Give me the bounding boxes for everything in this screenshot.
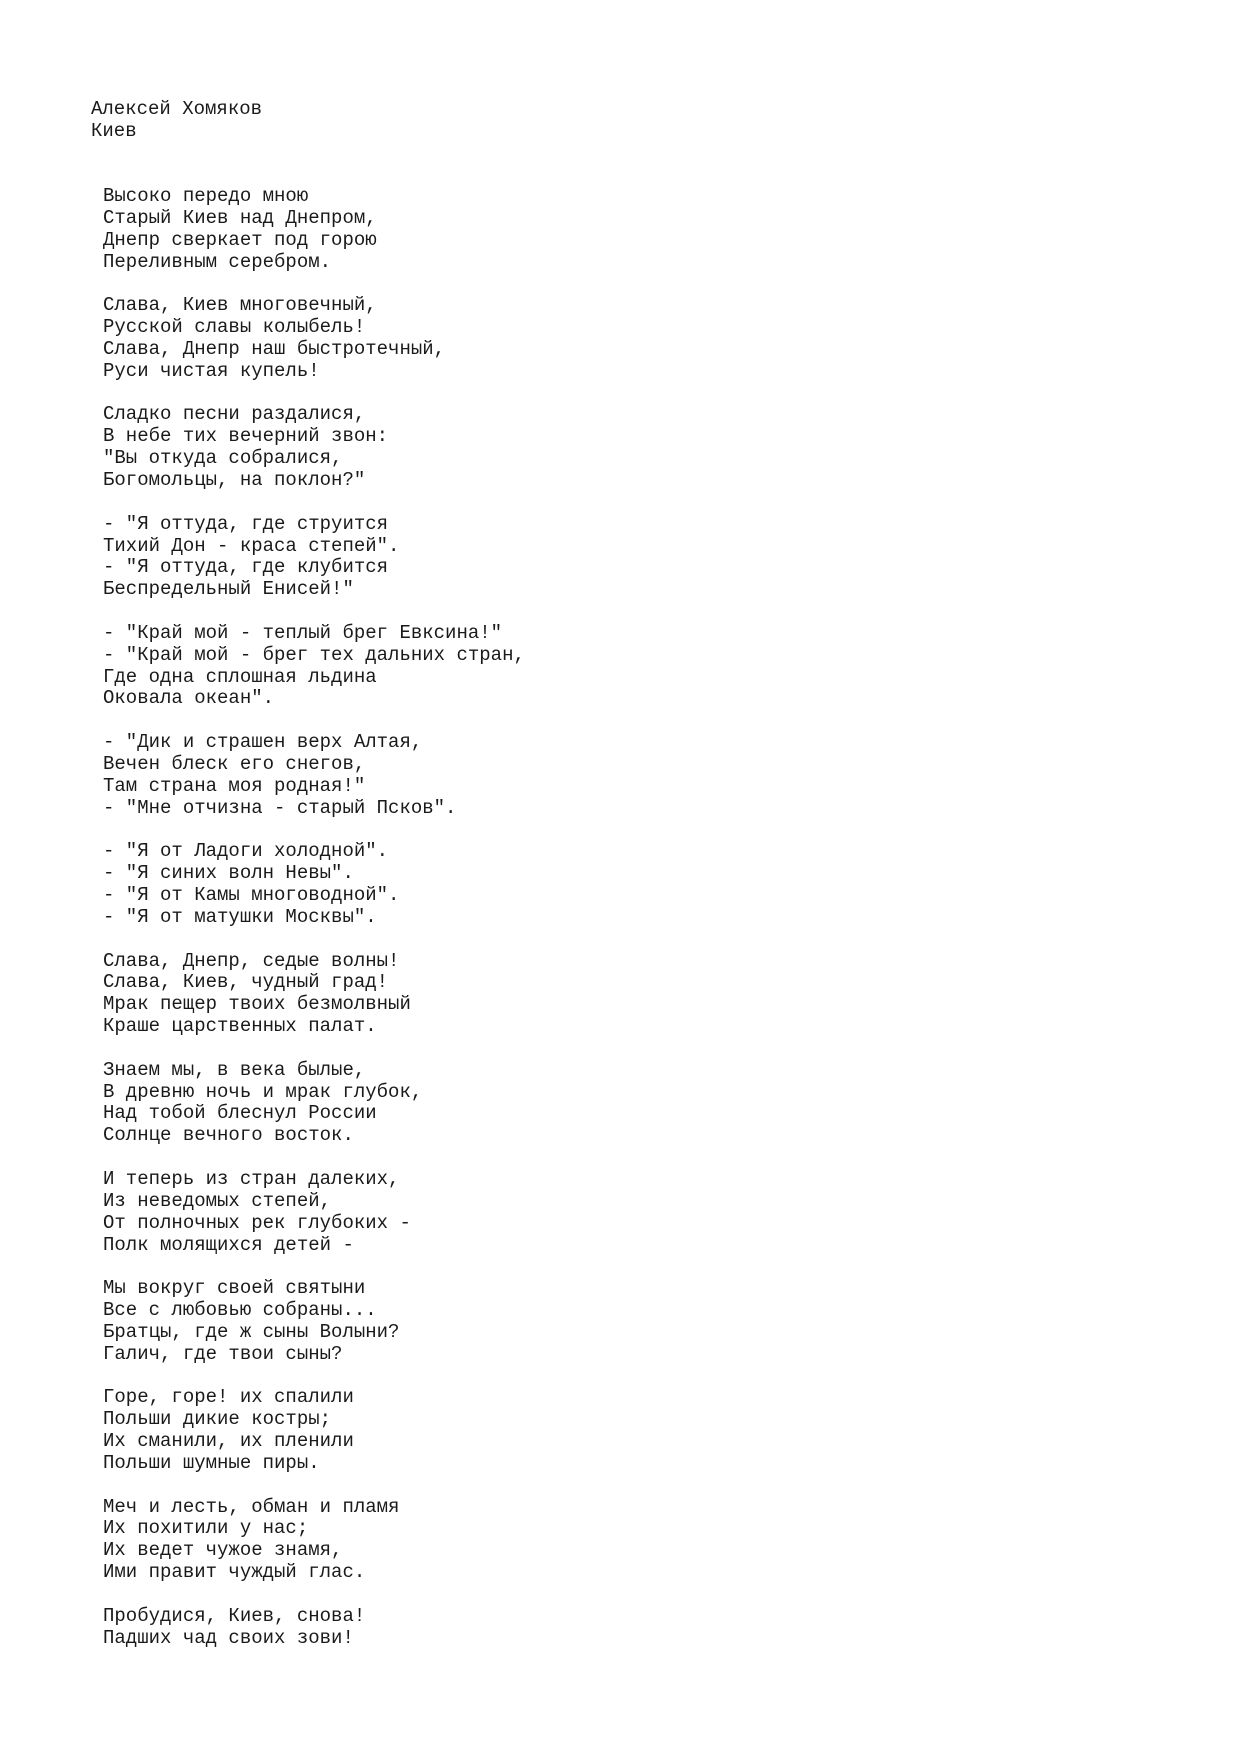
poem-line: Падших чад своих зови!	[103, 1626, 354, 1649]
poem-line: Краше царственных палат.	[103, 1015, 377, 1038]
poem-line: В небе тих вечерний звон:	[103, 425, 389, 448]
poem-line: Их ведет чужое знамя,	[103, 1539, 343, 1562]
stanza	[103, 1169, 525, 1256]
poem-line: Где одна сплошная льдина	[103, 665, 377, 688]
poem-line: - "Я оттуда, где клубится	[103, 556, 389, 579]
poem-line: Горе, горе! их спалили	[103, 1386, 354, 1409]
poem-line: Днепр сверкает под горою	[103, 228, 377, 251]
poem-line: Из неведомых степей,	[103, 1189, 332, 1212]
poem-line: "Вы откуда собралися,	[103, 447, 343, 470]
poem-line: Старый Киев над Днепром,	[103, 206, 377, 229]
poem-line: - "Я оттуда, где струится	[103, 512, 389, 535]
poem-line: Польши шумные пиры.	[103, 1451, 320, 1474]
poem-line: Все с любовью собраны...	[103, 1299, 377, 1322]
poem-line: - "Я синих волн Невы".	[103, 862, 354, 885]
poem-line: Слава, Днепр, седые волны!	[103, 949, 400, 972]
stanza	[103, 514, 525, 601]
poem-line: Мы вокруг своей святыни	[103, 1277, 366, 1300]
stanza	[103, 951, 525, 1038]
poem-line: Галич, где твои сыны?	[103, 1342, 343, 1365]
stanza	[103, 1387, 525, 1474]
poem-line: Беспредельный Енисей!"	[103, 578, 354, 601]
poem-title: Киев	[91, 119, 137, 142]
stanza	[103, 295, 525, 382]
poem-line: Сладко песни раздалися,	[103, 403, 366, 426]
poem-line: Знаем мы, в века былые,	[103, 1058, 366, 1081]
poem-line: Пробудися, Киев, снова!	[103, 1604, 366, 1627]
poem-line: От полночных рек глубоких -	[103, 1211, 411, 1234]
poem-line: Ими правит чуждый глас.	[103, 1561, 366, 1584]
poem-line: Там страна моя родная!"	[103, 774, 366, 797]
poem-line: Слава, Киев многовечный,	[103, 294, 377, 317]
poem-line: В древню ночь и мрак глубок,	[103, 1080, 423, 1103]
poem-line: Высоко передо мною	[103, 185, 309, 207]
poem-line: Их сманили, их пленили	[103, 1430, 354, 1453]
poem-line: Тихий Дон - краса степей".	[103, 534, 400, 557]
stanza	[103, 404, 525, 491]
poem-line: Польши дикие костры;	[103, 1408, 332, 1431]
poem-line: Русской славы колыбель!	[103, 316, 366, 339]
poem-line: Меч и лесть, обман и пламя	[103, 1495, 400, 1518]
stanza	[103, 1497, 525, 1584]
poem-line: Над тобой блеснул России	[103, 1102, 377, 1125]
poem-line: - "Я от Камы многоводной".	[103, 884, 400, 906]
poem-line: Оковала океан".	[103, 687, 275, 710]
poem-body	[103, 186, 525, 1671]
poem-line: Переливным серебром.	[103, 250, 332, 273]
poem-line: Богомольцы, на поклон?"	[103, 468, 366, 491]
stanza	[103, 186, 525, 273]
poem-line: - "Мне отчизна - старый Псков".	[103, 796, 457, 819]
poem-line: - "Я от матушки Москвы".	[103, 905, 377, 928]
poem-line: - "Я от Ладоги холодной".	[103, 840, 389, 863]
stanza	[103, 1278, 525, 1365]
poem-line: Слава, Киев, чудный град!	[103, 971, 389, 994]
stanza	[103, 841, 525, 928]
poem-line: Их похитили у нас;	[103, 1517, 309, 1540]
poem-line: Полк молящихся детей -	[103, 1233, 354, 1256]
stanza	[103, 732, 525, 819]
poem-line: - "Дик и страшен верх Алтая,	[103, 731, 423, 754]
poem-header	[91, 99, 262, 143]
poem-line: Солнце вечного восток.	[103, 1124, 354, 1147]
author-name: Алексей Хомяков	[91, 98, 263, 120]
poem-line: Руси чистая купель!	[103, 359, 320, 382]
stanza	[103, 1606, 525, 1650]
poem-line: Слава, Днепр наш быстротечный,	[103, 337, 446, 360]
poem-line: - "Край мой - теплый брег Евксина!"	[103, 621, 503, 644]
poem-line: Вечен блеск его снегов,	[103, 752, 366, 775]
poem-line: - "Край мой - брег тех дальних стран,	[103, 643, 525, 666]
poem-line: Мрак пещер твоих безмолвный	[103, 993, 411, 1016]
stanza	[103, 623, 525, 710]
poem-line: Братцы, где ж сыны Волыни?	[103, 1320, 400, 1343]
poem-line: И теперь из стран далеких,	[103, 1167, 400, 1190]
stanza	[103, 1060, 525, 1147]
